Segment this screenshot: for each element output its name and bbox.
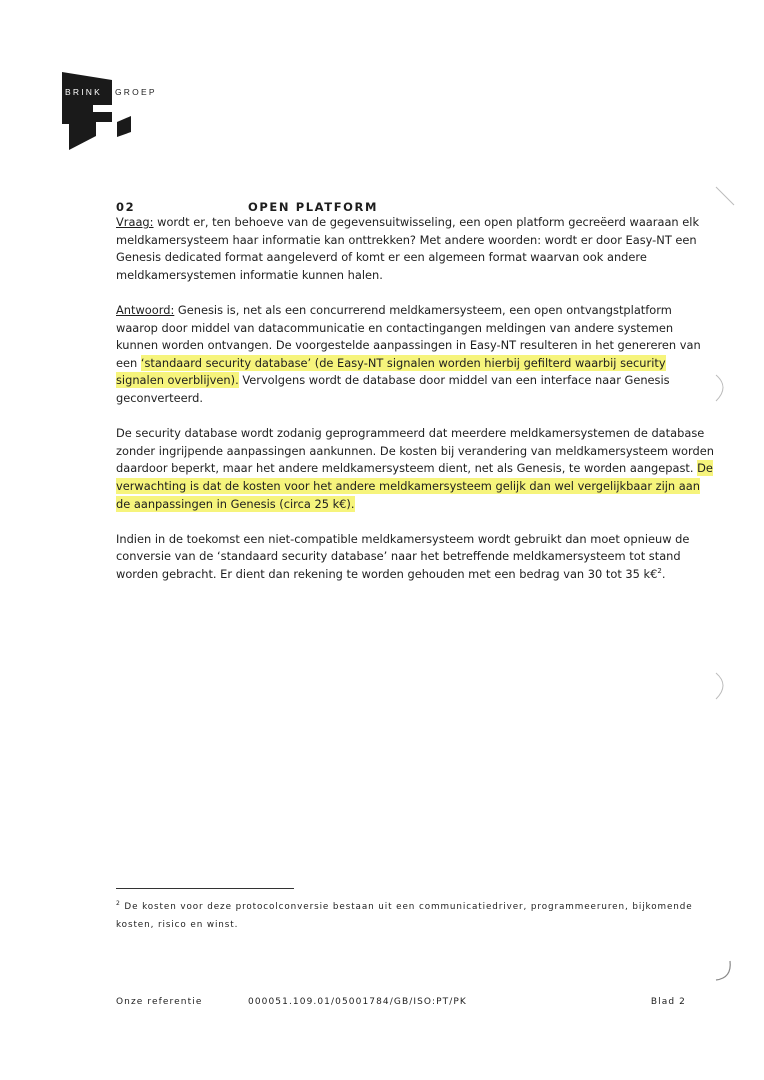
answer-paragraph bbox=[116, 302, 716, 408]
paragraph-3-text: De security database wordt zodanig geprogrammeerd dat meerdere meldkamersystemen de database zonder ingrijpende aanpassingen aankunnen. De kosten bij verandering van meldkamersysteem worden daardoor beperkt, maar het andere meldkamersysteem dient, net als Genesis, te worden aangepast. bbox=[116, 426, 714, 476]
footnote-reference: 2 bbox=[657, 567, 662, 576]
punch-hole-mark-icon bbox=[710, 958, 736, 984]
footnote-divider bbox=[116, 888, 294, 889]
footer-reference-code: 000051.109.01/05001784/GB/ISO:PT/PK bbox=[248, 997, 467, 1007]
footer-reference-label: Onze referentie bbox=[116, 997, 203, 1007]
footer-page-number: Blad 2 bbox=[650, 997, 686, 1007]
logo-brand-brink: BRINK bbox=[65, 87, 102, 97]
paragraph-4-text: Indien in de toekomst een niet-compatible meldkamersysteem wordt gebruikt dan moet opnieuw de conversie van de ‘standaard security database’ naar het betreffende meldkamersysteem tot stand worden gebracht. Er dient dan rekening te worden gehouden met een bedrag van 30 tot 35 k€ bbox=[116, 531, 690, 581]
section-title: OPEN PLATFORM bbox=[248, 200, 379, 214]
question-paragraph bbox=[116, 214, 716, 284]
brink-groep-logo bbox=[60, 70, 170, 160]
answer-highlight: ‘standaard security database’ (de Easy-NT signalen worden hierbij gefilterd waarbij security signalen overblijven). bbox=[116, 355, 666, 388]
answer-text-1: Genesis is, net als een concurrerend meldkamersysteem, een open ontvangstplatform waarop door middel van datacommunicatie en contactingangen meldingen van andere systemen kunnen worden ontvangen. De voorgestelde aanpassingen in Easy-NT resulteren in het genereren van een bbox=[116, 302, 701, 370]
paragraph-3-highlight: De verwachting is dat de kosten voor het andere meldkamersysteem gelijk dan wel vergelijkbaar zijn aan de aanpassingen in Genesis (circa 25 k€). bbox=[116, 461, 713, 511]
footnote-marker: 2 bbox=[116, 900, 121, 908]
answer-text-2: Vervolgens wordt de database door middel van een interface naar Genesis geconverteerd. bbox=[116, 373, 670, 405]
paragraph-4 bbox=[116, 531, 716, 584]
logo-mark-icon bbox=[60, 70, 170, 160]
question-text: wordt er, ten behoeve van de gegevensuitwisseling, een open platform gecreëerd waaraan elk meldkamersysteem haar informatie kan onttrekken? Met andere woorden: wordt er door Easy-NT een Genesis dedicated format aangeleverd of komt er een algemeen format waarvan ook andere meldkamersystemen informatie kunnen halen. bbox=[116, 215, 700, 282]
footnote-text: De kosten voor deze protocolconversie bestaan uit een communicatiedriver, programmeeruren, bijkomende kosten, risico en winst. bbox=[116, 902, 693, 930]
logo-brand-groep: GROEP bbox=[115, 87, 157, 97]
document-body bbox=[116, 214, 716, 601]
scan-mark-icon bbox=[712, 183, 738, 209]
punch-hole-mark-icon bbox=[710, 372, 732, 404]
footnote bbox=[116, 898, 696, 934]
answer-label: Antwoord: bbox=[116, 302, 175, 317]
punch-hole-mark-icon bbox=[710, 670, 732, 702]
paragraph-4-end: . bbox=[661, 566, 666, 581]
paragraph-3 bbox=[116, 425, 716, 513]
question-label: Vraag: bbox=[116, 215, 154, 229]
section-number: 02 bbox=[116, 200, 136, 214]
